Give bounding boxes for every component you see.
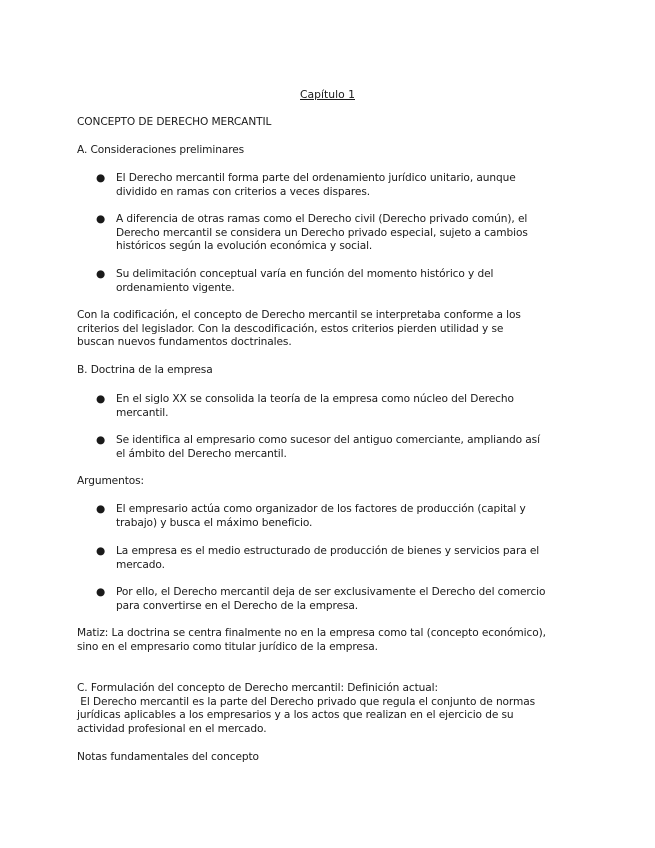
bullet-dot: ●	[96, 586, 106, 598]
list-item-line: mercantil.	[116, 406, 169, 419]
list-item-line: En el siglo XX se consolida la teoría de la empresa como núcleo del Derecho	[116, 393, 514, 405]
list-item-line: ordenamiento vigente.	[116, 281, 235, 294]
list-item-line: para convertirse en el Derecho de la empresa.	[116, 599, 359, 612]
definition-line: El Derecho mercantil es la parte del Derecho privado que regula el conjunto de normas	[77, 695, 536, 708]
list-item-line: El empresario actúa como organizador de los factores de producción (capital y	[116, 503, 526, 515]
list-item-line: Su delimitación conceptual varía en función del momento histórico y del	[116, 268, 494, 280]
paragraph-line: Con la codificación, el concepto de Derecho mercantil se interpretaba conforme a los	[77, 309, 521, 321]
definition-line: jurídicas aplicables a los empresarios y a los actos que realizan en el ejercicio de su	[77, 709, 514, 721]
chapter-title: Capítulo 1	[300, 88, 355, 101]
nuance-line: Matiz: La doctrina se centra finalmente no en la empresa como tal (concepto económico),	[77, 627, 546, 639]
bullet-dot: ●	[96, 545, 106, 557]
list-item-line: históricos según la evolución económica y social.	[116, 240, 373, 252]
paragraph-line: buscan nuevos fundamentos doctrinales.	[77, 336, 292, 348]
section-c-heading: C. Formulación del concepto de Derecho mercantil: Definición actual:	[77, 682, 438, 694]
list-item-line: mercado.	[116, 558, 165, 571]
bullet-dot: ●	[96, 172, 106, 184]
list-item-line: el ámbito del Derecho mercantil.	[116, 447, 287, 460]
arguments-label: Argumentos:	[77, 475, 145, 487]
list-item-line: La empresa es el medio estructurado de producción de bienes y servicios para el	[116, 545, 540, 557]
bullet-dot: ●	[96, 268, 106, 280]
list-item-line: dividido en ramas con criterios a veces dispares.	[116, 185, 371, 198]
bullet-dot: ●	[96, 213, 106, 225]
section-a-heading: A. Consideraciones preliminares	[77, 144, 245, 156]
bullet-dot: ●	[96, 393, 106, 405]
list-item-line: El Derecho mercantil forma parte del ordenamiento jurídico unitario, aunque	[116, 172, 516, 184]
list-item-line: trabajo) y busca el máximo beneficio.	[116, 516, 313, 529]
nuance-line: sino en el empresario como titular jurídico de la empresa.	[77, 640, 378, 653]
notes-label: Notas fundamentales del concepto	[77, 751, 259, 763]
section-b-heading: B. Doctrina de la empresa	[77, 364, 213, 376]
list-item-line: Se identifica al empresario como sucesor del antiguo comerciante, ampliando así	[116, 434, 540, 446]
bullet-dot: ●	[96, 434, 106, 446]
list-item-line: A diferencia de otras ramas como el Derecho civil (Derecho privado común), el	[116, 213, 528, 225]
main-title: CONCEPTO DE DERECHO MERCANTIL	[77, 116, 272, 128]
paragraph-line: criterios del legislador. Con la descodificación, estos criterios pierden utilidad y se	[77, 322, 504, 335]
definition-line: actividad profesional en el mercado.	[77, 722, 267, 735]
list-item-line: Por ello, el Derecho mercantil deja de ser exclusivamente el Derecho del comercio	[116, 586, 546, 598]
list-item-line: Derecho mercantil se considera un Derecho privado especial, sujeto a cambios	[116, 226, 528, 239]
bullet-dot: ●	[96, 503, 106, 515]
